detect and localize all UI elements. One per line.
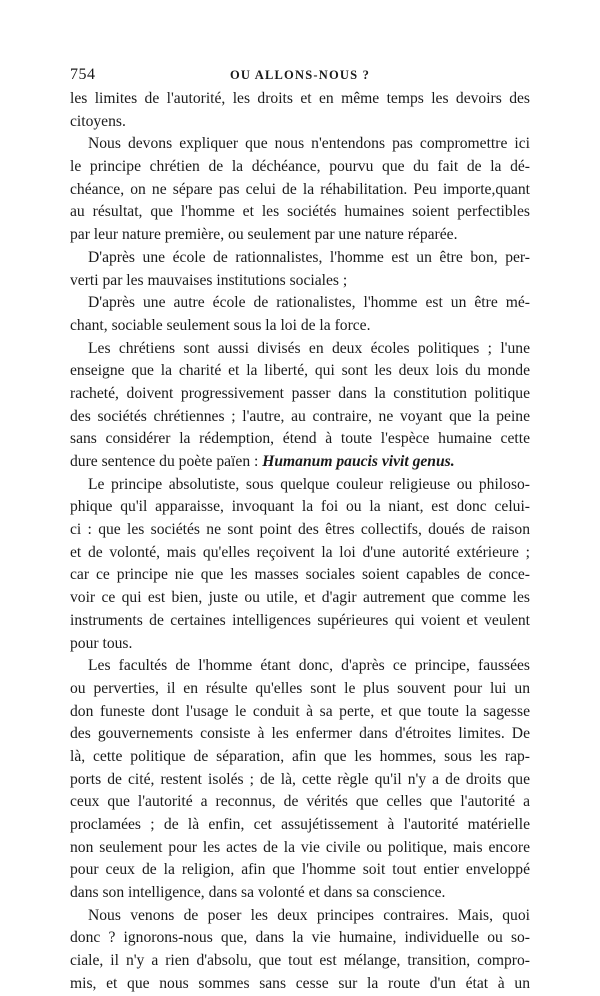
page-number: 754 — [70, 66, 96, 83]
text-line: racheté, doivent progressivement passer dans la constitution politique — [70, 384, 530, 402]
text-line: pour tous. — [70, 634, 133, 652]
text-line: don funeste dont l'usage le conduit à sa perte, et que toute la sagesse — [70, 702, 530, 720]
text-line: citoyens. — [70, 112, 126, 130]
text-line: au résultat, que l'homme et les sociétés humaines soient perfectibles — [70, 203, 530, 221]
text-line: phique qu'il apparaisse, invoquant la foi ou la niant, est donc celui- — [70, 498, 530, 516]
text-line: dans son intelligence, dans sa volonté et dans sa conscience. — [70, 884, 446, 902]
text-line: les limites de l'autorité, les droits et en même temps les devoirs des — [70, 90, 530, 107]
paragraph — [70, 474, 530, 656]
body-text — [70, 88, 530, 996]
text-line: par leur nature première, ou seulement par une nature réparée. — [70, 226, 458, 244]
page-header — [70, 66, 530, 86]
text-line: Les facultés de l'homme étant donc, d'après ce principe, faussées — [88, 657, 530, 675]
text-line — [70, 451, 530, 474]
text-line: Le principe absolutiste, sous quelque couleur religieuse ou philoso- — [88, 475, 530, 493]
paragraph — [70, 133, 530, 246]
text-line: D'après une autre école de rationalistes, l'homme est un être mé- — [88, 294, 530, 312]
text-line: Nous devons expliquer que nous n'entendons pas compromettre ici — [88, 135, 530, 153]
text-line: mis, et que nous sommes sans cesse sur la route d'un état à un — [70, 974, 530, 992]
text-line: ciale, il n'y a rien d'absolu, que tout est mélange, transition, compro- — [70, 952, 530, 970]
text-line: chéance, on ne sépare pas celui de la réhabilitation. Peu importe,quant — [70, 180, 530, 198]
paragraph — [70, 905, 530, 996]
text-line: et de volonté, mais qu'elles reçoivent la loi d'une autorité extérieure ; — [70, 543, 530, 561]
text-line-start: dure sentence du poète païen : — [70, 453, 263, 470]
text-line: là, cette politique de séparation, afin que les hommes, sous les rap- — [70, 747, 530, 765]
text-line: pour ceux de la religion, afin que l'homme soit tout entier enveloppé — [70, 861, 530, 879]
paragraph — [70, 655, 530, 905]
text-line: donc ? ignorons-nous que, dans la vie humaine, individuelle ou so- — [70, 929, 530, 947]
text-line: D'après une école de rationnalistes, l'homme est un être bon, per- — [88, 248, 530, 266]
text-line: instruments de certaines intelligences supérieures qui voient et veulent — [70, 611, 530, 629]
text-line: ports de cité, restent isolés ; de là, cette règle qu'il n'y a de droits que — [70, 770, 530, 788]
text-line: car ce principe nie que les masses sociales soient capables de conce- — [70, 566, 530, 584]
text-line: le principe chrétien de la déchéance, pourvu que du fait de la dé- — [70, 158, 530, 176]
text-line: des sociétés chrétiennes ; l'autre, au contraire, ne voyant que la peine — [70, 407, 530, 425]
text-line: proclamées ; de là enfin, cet assujétissement à l'autorité matérielle — [70, 816, 530, 833]
paragraph — [70, 338, 530, 474]
paragraph — [70, 247, 530, 292]
text-line: chant, sociable seulement sous la loi de la force. — [70, 316, 371, 334]
latin-quote: Humanum paucis vivit genus. — [262, 453, 455, 470]
text-line: enseigne que la charité et la liberté, qui sont les deux lois du monde — [70, 362, 530, 380]
text-line: sans considérer la rédemption, étend à toute l'espèce humaine cette — [70, 430, 530, 448]
running-title: OU ALLONS-NOUS ? — [229, 68, 371, 82]
text-line: ou perverties, il en résulte qu'elles sont le plus souvent pour lui un — [70, 679, 530, 697]
text-line: Nous venons de poser les deux principes contraires. Mais, quoi — [88, 906, 530, 924]
text-line: des gouvernements consiste à les enfermer dans d'étroites limites. De — [70, 725, 530, 743]
text-line: ceux que l'autorité a reconnus, de vérités que celles que l'autorité a — [70, 793, 530, 811]
text-line: non seulement pour les actes de la vie civile ou politique, mais encore — [70, 838, 530, 856]
paragraph — [70, 292, 530, 337]
text-line: ci : que les sociétés ne sont point des êtres collectifs, doués de raison — [70, 521, 530, 539]
text-line: verti par les mauvaises institutions sociales ; — [70, 271, 348, 289]
text-line: voir ce qui est bien, juste ou utile, et d'agir autrement que comme les — [70, 589, 530, 607]
paragraph — [70, 88, 530, 133]
text-line: Les chrétiens sont aussi divisés en deux écoles politiques ; l'une — [88, 339, 530, 357]
